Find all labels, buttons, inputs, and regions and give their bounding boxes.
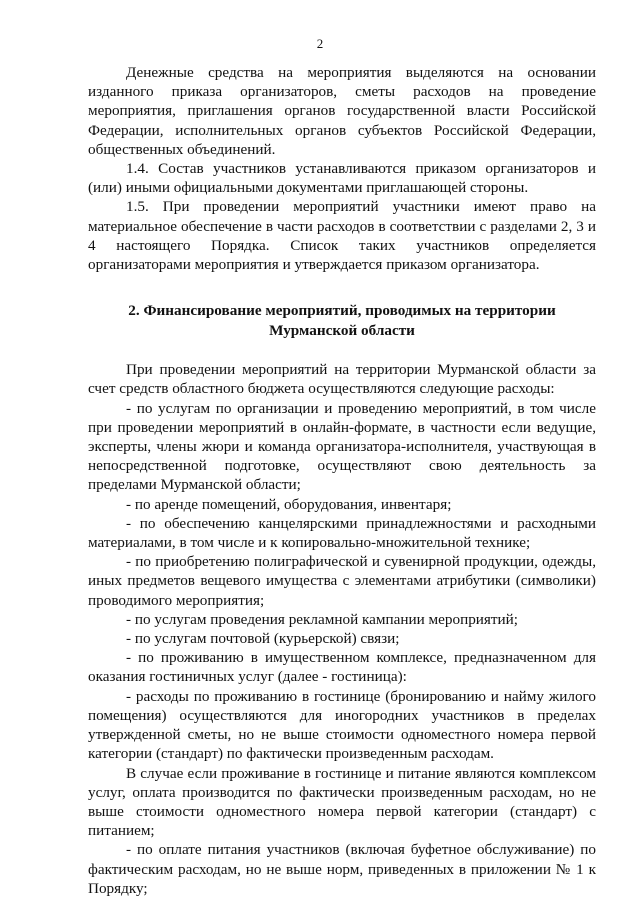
paragraph-1-5: 1.5. При проведении мероприятий участники имеют право на материальное обеспечение в части расходов в соответствии с разделами 2, 3 и 4 настоящего Порядка. Список таких участников определяется организаторами мероприятия и утверждается приказом организатора. [88, 198, 596, 274]
list-item: - по услугам почтовой (курьерской) связи; [126, 630, 400, 648]
list-item: - по приобретению полиграфической и сувенирной продукции, одежды, иных предметов вещевого имущества с элементами атрибутики (символики) проводимого мероприятия; [88, 553, 596, 609]
list-item: - по оплате питания участников (включая буфетное обслуживание) по фактическим расходам, но не выше норм, приведенных в приложении № 1 к Порядку; [88, 841, 596, 897]
document-body [88, 63, 596, 898]
list-item: - по услугам по организации и проведению мероприятий, в том числе при проведении мероприятий в онлайн-формате, в частности если ведущие, эксперты, члены жюри и команда организатора-исполнителя, участвующая в непосредственной подготовке, осуществляют свою деятельность за пределами Мурманской области; [88, 399, 596, 494]
page-number: 2 [316, 36, 324, 51]
list-item: - по проживанию в имущественном комплексе, предназначенном для оказания гостиничных услуг (далее - гостиница): [88, 649, 596, 686]
list-item: - по обеспечению канцелярскими принадлежностями и расходными материалами, в том числе и к копировально-множительной технике; [88, 514, 596, 552]
paragraph-complex-services: В случае если проживание в гостинице и питание являются комплексом услуг, оплата производится по фактически произведенным расходам, но не выше стоимости одноместного номера первой категории (стандарт) с питанием; [88, 764, 596, 840]
paragraph-1-4: 1.4. Состав участников устанавливаются приказом организаторов и (или) иными официальными документами приглашающей стороны. [88, 160, 596, 197]
paragraph-funding-basis: Денежные средства на мероприятия выделяются на основании изданного приказа организаторов, сметы расходов на проведение мероприятия, приглашения органов государственной власти Российской Федерации, исполнительных органов субъектов Российской Федерации, общественных объединений. [88, 64, 596, 158]
section-intro: При проведении мероприятий на территории Мурманской области за счет средств областного бюджета осуществляются следующие расходы: [88, 361, 596, 398]
list-item: - по услугам проведения рекламной кампании мероприятий; [126, 610, 519, 628]
section-heading: 2. Финансирование мероприятий, проводимых на территории Мурманской области [128, 302, 556, 339]
list-item: - по аренде помещений, оборудования, инвентаря; [126, 495, 452, 513]
list-item: - расходы по проживанию в гостинице (бронированию и найму жилого помещения) осуществляются для иногородних участников в пределах утвержденной сметы, но не выше стоимости одноместного номера первой категории (стандарт) по фактически произведенным расходам. [88, 687, 596, 763]
